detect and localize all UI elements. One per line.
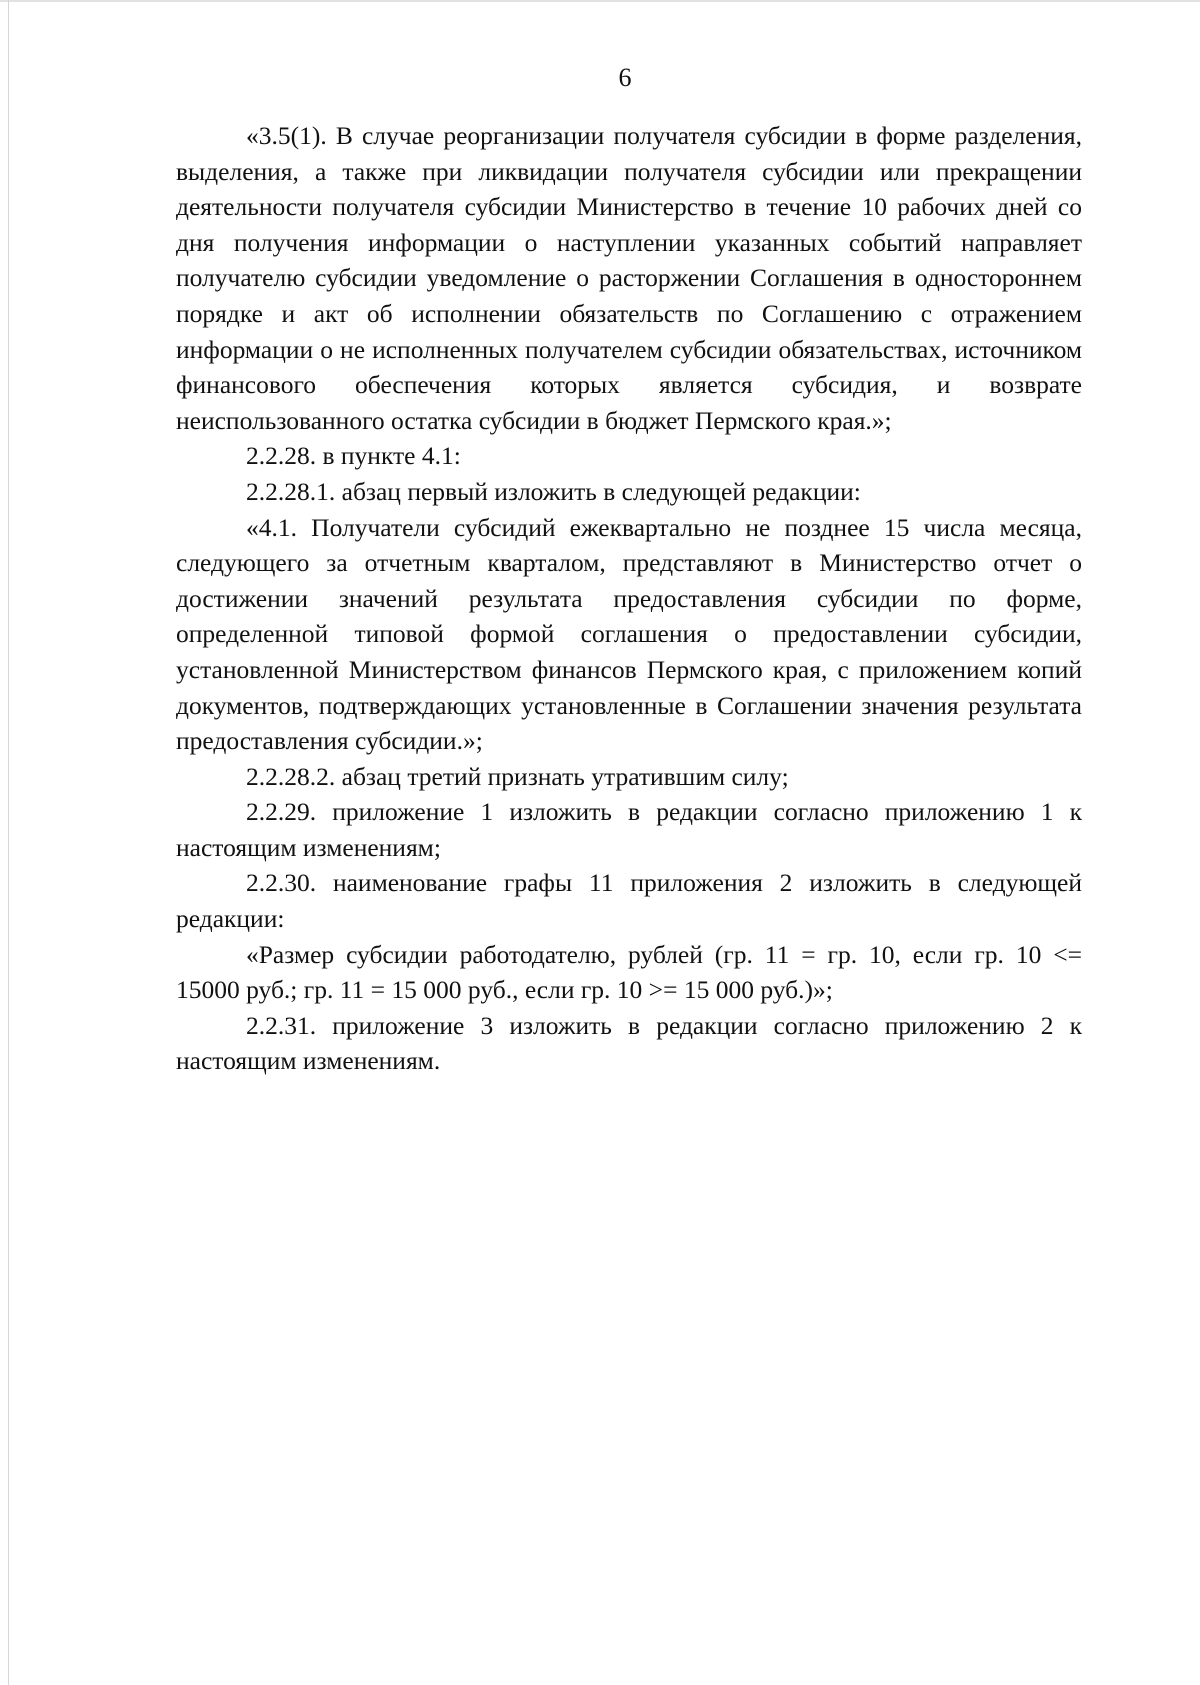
scan-edge-top bbox=[0, 0, 1200, 2]
scan-edge-left bbox=[8, 0, 9, 1685]
document-body bbox=[176, 118, 1082, 1079]
paragraph-2-2-29: 2.2.29. приложение 1 изложить в редакции согласно приложению 1 к настоящим изменениям; bbox=[176, 797, 1082, 862]
paragraph-4-1-quote: «4.1. Получатели субсидий ежеквартально не позднее 15 числа месяца, следующего за отчетным кварталом, представляют в Министерство отчет о достижении значений результата предоставления субсидии по форме, определенной типовой формой соглашения о предоставлении субсидии, установленной Министерством финансов Пермского края, с приложением копий документов, подтверждающих установленные в Соглашении значения результата предоставления субсидии.»; bbox=[176, 512, 1082, 756]
paragraph-2-2-28-2: 2.2.28.2. абзац третий признать утратившим силу; bbox=[246, 761, 789, 791]
paragraph-2-2-28: 2.2.28. в пункте 4.1: bbox=[246, 441, 461, 471]
page-number: 6 bbox=[618, 63, 632, 92]
paragraph-2-2-31: 2.2.31. приложение 3 изложить в редакции согласно приложению 2 к настоящим изменениям. bbox=[176, 1010, 1082, 1076]
paragraph-2-2-30: 2.2.30. наименование графы 11 приложения 2 изложить в следующей редакции: bbox=[176, 868, 1082, 934]
paragraph-2-2-28-1: 2.2.28.1. абзац первый изложить в следующей редакции: bbox=[246, 476, 861, 506]
paragraph-3-5-1: «3.5(1). В случае реорганизации получателя субсидии в форме разделения, выделения, а также при ликвидации получателя субсидии или прекращении деятельности получателя субсидии Министерство в течение 10 рабочих дней со дня получения информации о наступлении указанных событий направляет получателю субсидии уведомление о расторжении Соглашения в одностороннем порядке и акт об исполнении обязательств по Соглашению с отражением информации о не исполненных получателем субсидии обязательствах, источником финансового обеспечения которых является субсидия, и возврате неиспользованного остатка субсидии в бюджет Пермского края.»; bbox=[176, 121, 1082, 435]
paragraph-column-11-quote: «Размер субсидии работодателю, рублей (гр. 11 = гр. 10, если гр. 10 <= 15000 руб.; гр. 11 = 15 000 руб., если гр. 10 >= 15 000 руб.)»; bbox=[176, 939, 1082, 1005]
